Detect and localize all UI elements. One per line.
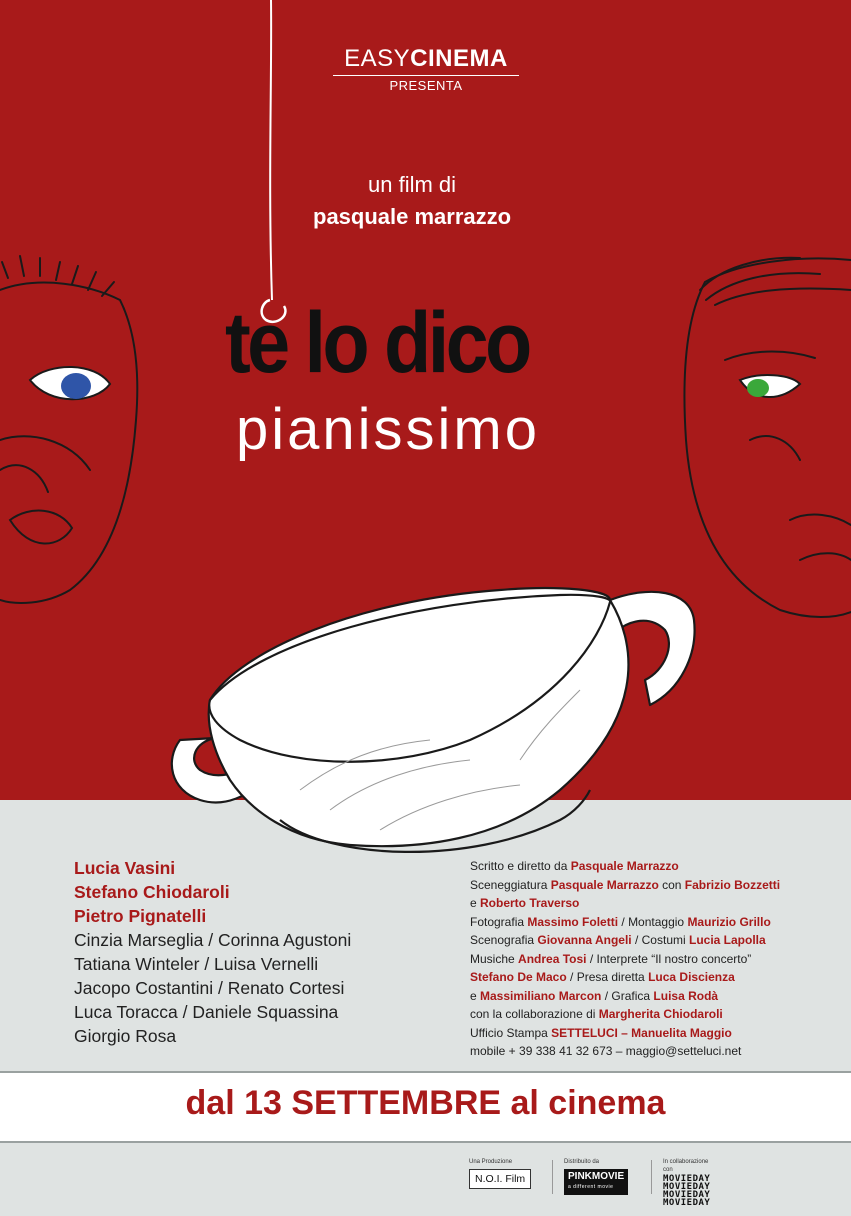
production-caption: Una Produzione — [469, 1159, 513, 1165]
right-eye-iris — [747, 379, 769, 397]
credit-role: Fotografia — [470, 914, 528, 929]
credit-line — [470, 1005, 840, 1024]
lead-actor: Lucia Vasini — [74, 858, 176, 878]
credit-role: Musiche — [470, 951, 519, 966]
supporting-cast-line: Cinzia Marseglia / Corinna Agustoni — [74, 930, 352, 950]
distribution-logo-block — [564, 1158, 628, 1195]
credit-person: Giovanna Angeli — [537, 933, 632, 947]
pinkmovie-tagline: a different movie — [568, 1184, 614, 1190]
credit-person: Stefano De Maco — [470, 970, 567, 984]
crew-credits — [470, 857, 840, 1061]
credit-role: / Interprete “Il nostro concerto” — [586, 951, 752, 966]
collaboration-caption: In collaborazione con — [663, 1159, 709, 1173]
production-logo-block — [469, 1158, 531, 1189]
credit-person: Luca Discienza — [648, 970, 735, 984]
credit-role: Scenografia — [470, 933, 538, 947]
credit-line — [470, 857, 840, 876]
movieday-name: MOVIEDAY — [663, 1174, 711, 1184]
cup-drawing — [172, 588, 695, 852]
credit-line — [470, 968, 840, 987]
collaboration-logo-block — [663, 1158, 710, 1207]
presents-label: PRESENTA — [389, 78, 463, 93]
credit-line — [470, 950, 840, 969]
left-eye-iris — [61, 373, 91, 399]
film-by-label: un film di — [368, 172, 457, 197]
brand-name-light: EASY — [344, 45, 411, 72]
logo-divider — [651, 1160, 652, 1194]
movieday-name-repeat: MOVIEDAY — [663, 1190, 711, 1200]
lead-actor: Stefano Chiodaroli — [74, 882, 230, 902]
right-face-drawing — [684, 258, 851, 617]
credit-role: con — [658, 877, 685, 892]
film-title: te lo dico — [225, 295, 529, 391]
distribution-caption: Distribuito da — [564, 1159, 600, 1165]
credit-person: Pasquale Marrazzo — [550, 877, 659, 892]
credit-role: / Grafica — [601, 988, 654, 1003]
supporting-cast-line: Tatiana Winteler / Luisa Vernelli — [74, 954, 319, 974]
credit-person: Fabrizio Bozzetti — [684, 877, 781, 892]
credit-line — [470, 987, 840, 1006]
movieday-logo — [663, 1175, 710, 1207]
credit-role: Scritto e diretto da — [470, 859, 571, 873]
credit-line — [470, 894, 840, 913]
director-name: pasquale marrazzo — [313, 204, 512, 229]
credit-role: / Montaggio — [618, 914, 688, 929]
supporting-cast-line: Luca Toracca / Daniele Squassina — [74, 1002, 339, 1022]
pinkmovie-logo — [564, 1169, 628, 1195]
credit-person: Margherita Chiodaroli — [598, 1007, 723, 1021]
studio-brand — [333, 44, 519, 93]
credit-person: SETTELUCI – Manuelita Maggio — [551, 1025, 732, 1040]
hanging-thread — [270, 0, 272, 300]
brand-name-bold: CINEMA — [410, 45, 508, 72]
credit-person: Andrea Tosi — [518, 951, 587, 966]
credit-person: Massimiliano Marcon — [480, 988, 602, 1003]
brand-logo — [333, 44, 519, 76]
left-face-drawing — [0, 256, 137, 603]
credit-person: Pasquale Marrazzo — [570, 859, 679, 873]
pinkmovie-name: PINKMOVIE — [568, 1171, 625, 1182]
credit-role: Sceneggiatura — [470, 877, 551, 892]
credit-line — [470, 931, 840, 950]
lead-actor: Pietro Pignatelli — [74, 906, 207, 926]
cast-list — [74, 856, 351, 1048]
release-date: dal 13 SETTEMBRE al cinema — [185, 1084, 666, 1122]
credit-line — [470, 1042, 840, 1061]
credit-role: / Costumi — [631, 933, 689, 947]
film-subtitle: pianissimo — [236, 397, 540, 462]
credit-line — [470, 913, 840, 932]
credit-person: Maurizio Grillo — [687, 914, 771, 929]
noi-film-logo: N.O.I. Film — [469, 1169, 531, 1189]
credit-role: e — [470, 988, 481, 1003]
logo-divider — [552, 1160, 553, 1194]
credit-person: Roberto Traverso — [480, 896, 580, 910]
credit-role: e — [470, 896, 481, 910]
credit-role: / Presa diretta — [566, 970, 649, 984]
credit-person: Luisa Rodà — [653, 988, 719, 1003]
credit-person: Lucia Lapolla — [689, 933, 766, 947]
movieday-name-repeat: MOVIEDAY — [663, 1182, 711, 1192]
credit-line — [470, 876, 840, 895]
credit-role: con la collaborazione di — [470, 1007, 599, 1021]
supporting-cast-line: Giorgio Rosa — [74, 1026, 177, 1046]
movieday-name-repeat: MOVIEDAY — [663, 1198, 711, 1208]
supporting-cast-line: Jacopo Costantini / Renato Cortesi — [74, 978, 345, 998]
credit-role: Ufficio Stampa — [470, 1025, 552, 1040]
credit-line — [470, 1024, 840, 1043]
credit-person: Massimo Foletti — [527, 914, 619, 929]
press-contact: mobile + 39 338 41 32 673 – maggio@setteluci.net — [470, 1044, 742, 1058]
